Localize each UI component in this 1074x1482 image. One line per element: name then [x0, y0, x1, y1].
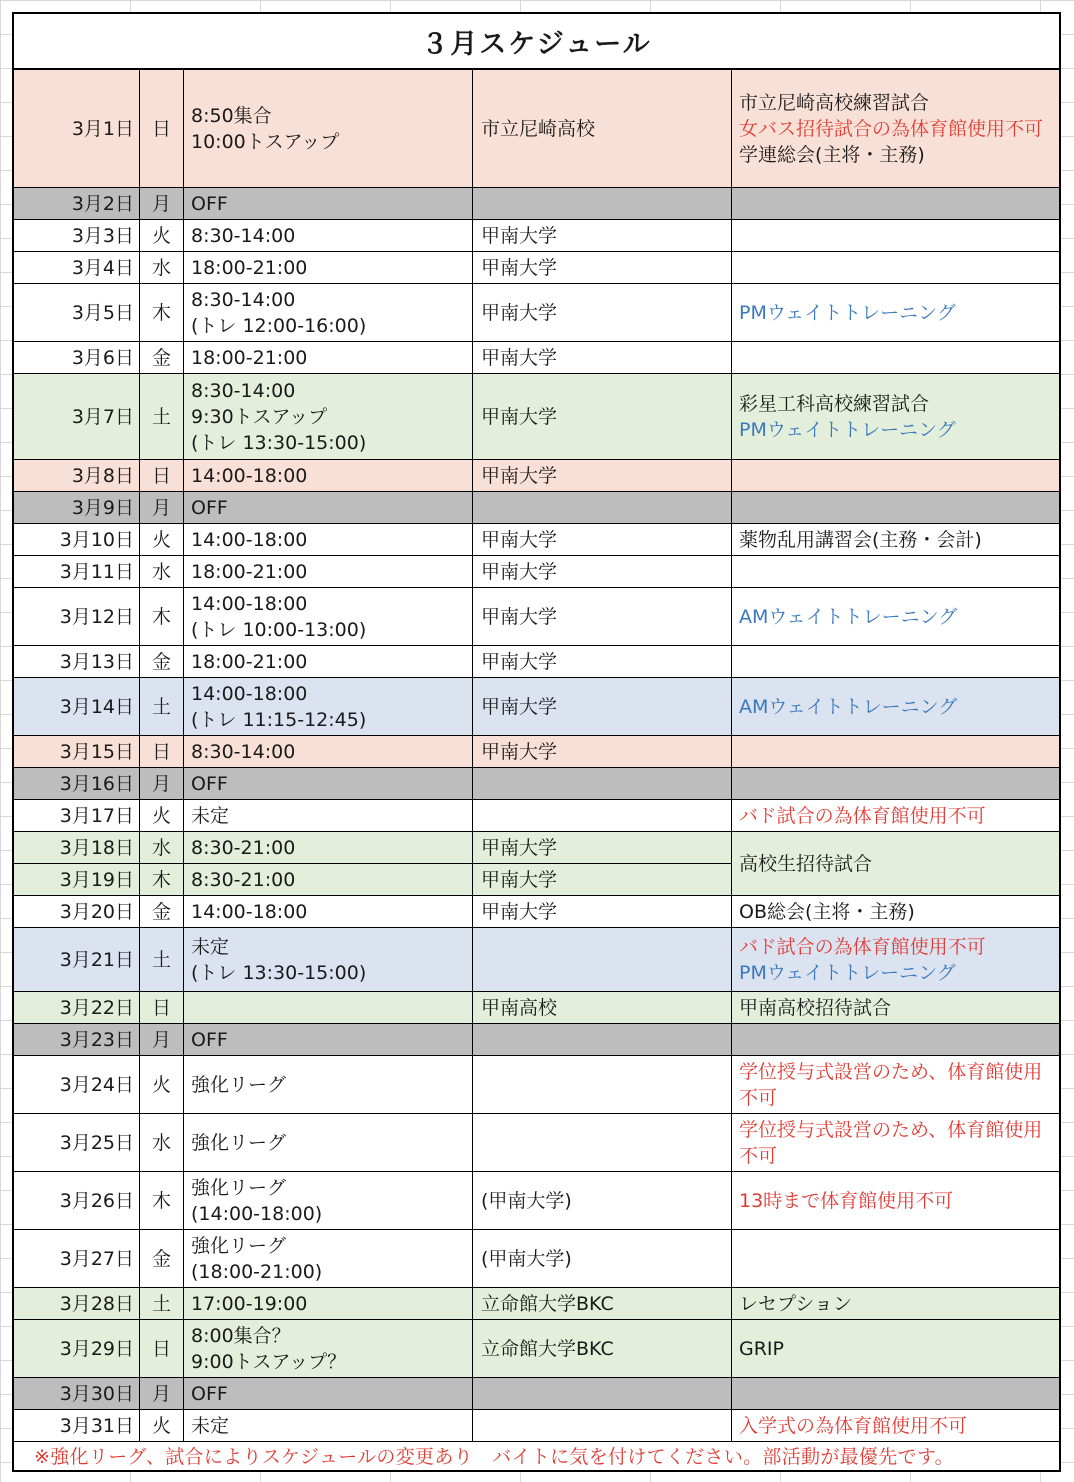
- time-cell: [184, 342, 473, 374]
- date-cell: 3月22日: [14, 992, 140, 1024]
- footer-note: ※強化リーグ、試合によりスケジュールの変更あり バイトに気を付けてください。部活動が最優先です。: [34, 1445, 954, 1468]
- time-line: 9:00トスアップ？: [191, 1350, 347, 1373]
- time-line: OFF: [191, 772, 228, 795]
- weekday-cell: 火: [140, 220, 184, 252]
- note-cell: [732, 374, 1059, 460]
- date-cell: 3月1日: [14, 70, 140, 188]
- time-line: 未定: [191, 1414, 230, 1437]
- time-line: OFF: [191, 1382, 228, 1405]
- place-cell: 甲南大学: [473, 646, 732, 678]
- note-line: 彩星工科高校練習試合: [739, 392, 930, 415]
- place-cell: 甲南大学: [473, 374, 732, 460]
- note-cell: [732, 70, 1059, 188]
- date-cell: 3月7日: [14, 374, 140, 460]
- place-cell: [473, 1410, 732, 1442]
- time-line: 8:50集合: [191, 104, 272, 127]
- time-line: 14:00-18:00: [191, 464, 308, 487]
- time-line: 14:00-18:00: [191, 900, 308, 923]
- weekday-cell: 月: [140, 492, 184, 524]
- date-cell: 3月11日: [14, 556, 140, 588]
- note-line: 高校生招待試合: [739, 852, 873, 875]
- weekday-cell: 月: [140, 1024, 184, 1056]
- note-cell: [732, 220, 1059, 252]
- note-line: 学位授与式設営のため、体育館使用不可: [739, 1060, 1043, 1109]
- note-cell: [732, 646, 1059, 678]
- note-cell: [732, 832, 1059, 896]
- schedule-row: [14, 646, 1059, 678]
- note-cell: [732, 342, 1059, 374]
- time-cell: [184, 768, 473, 800]
- note-cell: [732, 1056, 1059, 1114]
- place-cell: 甲南大学: [473, 220, 732, 252]
- weekday-cell: 火: [140, 1410, 184, 1442]
- time-line: (トレ 10:00-13:00): [191, 618, 367, 641]
- time-line: (18:00-21:00): [191, 1260, 323, 1283]
- weekday-cell: 水: [140, 556, 184, 588]
- time-line: OFF: [191, 1028, 228, 1051]
- place-cell: 甲南大学: [473, 252, 732, 284]
- weekday-cell: 金: [140, 646, 184, 678]
- time-line: 8:30-14:00: [191, 740, 296, 763]
- time-cell: [184, 1024, 473, 1056]
- time-line: OFF: [191, 496, 228, 519]
- schedule-row: [14, 492, 1059, 524]
- note-cell: [732, 1320, 1059, 1378]
- schedule-row: [14, 460, 1059, 492]
- schedule-row: [14, 588, 1059, 646]
- schedule-row: [14, 800, 1059, 832]
- note-line: バド試合の為体育館使用不可: [739, 804, 986, 827]
- schedule-row: [14, 252, 1059, 284]
- place-cell: 立命館大学BKC: [473, 1320, 732, 1378]
- time-cell: [184, 1320, 473, 1378]
- weekday-cell: 金: [140, 896, 184, 928]
- time-line: (トレ 13:30-15:00): [191, 431, 367, 454]
- place-cell: (甲南大学): [473, 1230, 732, 1288]
- note-line: AMウェイトトレーニング: [739, 695, 958, 718]
- note-line: バド試合の為体育館使用不可: [739, 935, 986, 958]
- place-cell: 甲南高校: [473, 992, 732, 1024]
- weekday-cell: 日: [140, 1320, 184, 1378]
- date-cell: 3月9日: [14, 492, 140, 524]
- time-line: 18:00-21:00: [191, 256, 308, 279]
- place-cell: 甲南大学: [473, 896, 732, 928]
- weekday-cell: 土: [140, 1288, 184, 1320]
- weekday-cell: 木: [140, 1172, 184, 1230]
- time-line: 未定: [191, 935, 230, 958]
- note-cell: [732, 1410, 1059, 1442]
- time-cell: [184, 492, 473, 524]
- note-cell: [732, 188, 1059, 220]
- time-line: 8:00集合？: [191, 1324, 291, 1347]
- place-cell: [473, 1114, 732, 1172]
- date-cell: 3月19日: [14, 864, 140, 896]
- time-cell: [184, 992, 473, 1024]
- schedule-row: [14, 556, 1059, 588]
- weekday-cell: 火: [140, 800, 184, 832]
- schedule-row: [14, 342, 1059, 374]
- place-cell: 甲南大学: [473, 284, 732, 342]
- date-cell: 3月16日: [14, 768, 140, 800]
- note-line: 入学式の為体育館使用不可: [739, 1414, 968, 1437]
- time-line: 強化リーグ: [191, 1234, 287, 1257]
- schedule-row: [14, 1230, 1059, 1288]
- date-cell: 3月20日: [14, 896, 140, 928]
- place-cell: [473, 1378, 732, 1410]
- place-cell: 甲南大学: [473, 678, 732, 736]
- place-cell: 甲南大学: [473, 832, 732, 864]
- time-line: 18:00-21:00: [191, 346, 308, 369]
- place-cell: 甲南大学: [473, 736, 732, 768]
- place-cell: 立命館大学BKC: [473, 1288, 732, 1320]
- schedule-row: [14, 832, 1059, 875]
- date-cell: 3月25日: [14, 1114, 140, 1172]
- date-cell: 3月18日: [14, 832, 140, 864]
- date-cell: 3月26日: [14, 1172, 140, 1230]
- place-cell: [473, 1024, 732, 1056]
- note-cell: [732, 1378, 1059, 1410]
- schedule-row: [14, 284, 1059, 342]
- schedule-row: [14, 896, 1059, 928]
- time-line: 14:00-18:00: [191, 528, 308, 551]
- place-cell: 市立尼崎高校: [473, 70, 732, 188]
- place-cell: 甲南大学: [473, 524, 732, 556]
- place-cell: [473, 800, 732, 832]
- time-cell: [184, 1114, 473, 1172]
- time-cell: [184, 220, 473, 252]
- schedule-row: [14, 374, 1059, 460]
- schedule-row: [14, 992, 1059, 1024]
- note-line: GRIP: [739, 1337, 784, 1360]
- weekday-cell: 日: [140, 992, 184, 1024]
- weekday-cell: 日: [140, 460, 184, 492]
- note-cell: [732, 678, 1059, 736]
- schedule-row: [14, 928, 1059, 992]
- schedule-row: [14, 1172, 1059, 1230]
- place-cell: [473, 188, 732, 220]
- weekday-cell: 火: [140, 524, 184, 556]
- weekday-cell: 火: [140, 1056, 184, 1114]
- note-line: 13時まで体育館使用不可: [739, 1189, 954, 1212]
- date-cell: 3月14日: [14, 678, 140, 736]
- date-cell: 3月31日: [14, 1410, 140, 1442]
- time-cell: [184, 832, 473, 864]
- time-cell: [184, 284, 473, 342]
- schedule-row: [14, 70, 1059, 188]
- note-cell: [732, 284, 1059, 342]
- note-line: PMウェイトトレーニング: [739, 301, 956, 324]
- time-cell: [184, 1288, 473, 1320]
- schedule-row: [14, 220, 1059, 252]
- note-line: 学位授与式設営のため、体育館使用不可: [739, 1118, 1043, 1167]
- time-line: 9:30トスアップ: [191, 405, 328, 428]
- place-cell: 甲南大学: [473, 460, 732, 492]
- time-cell: [184, 1410, 473, 1442]
- time-line: (トレ 13:30-15:00): [191, 961, 367, 984]
- schedule-row: [14, 1114, 1059, 1172]
- schedule-row: [14, 1410, 1059, 1442]
- date-cell: 3月24日: [14, 1056, 140, 1114]
- time-line: 14:00-18:00: [191, 682, 308, 705]
- time-cell: [184, 928, 473, 992]
- time-line: 18:00-21:00: [191, 650, 308, 673]
- time-cell: [184, 252, 473, 284]
- note-cell: [732, 252, 1059, 284]
- date-cell: 3月17日: [14, 800, 140, 832]
- time-line: 18:00-21:00: [191, 560, 308, 583]
- time-cell: [184, 588, 473, 646]
- time-cell: [184, 70, 473, 188]
- place-cell: 甲南大学: [473, 342, 732, 374]
- time-line: 8:30-14:00: [191, 288, 296, 311]
- time-line: OFF: [191, 192, 228, 215]
- schedule-row: [14, 1024, 1059, 1056]
- note-cell: [732, 588, 1059, 646]
- time-cell: [184, 678, 473, 736]
- time-line: 14:00-18:00: [191, 592, 308, 615]
- weekday-cell: 水: [140, 252, 184, 284]
- weekday-cell: 木: [140, 588, 184, 646]
- note-cell: [732, 736, 1059, 768]
- time-cell: [184, 556, 473, 588]
- time-line: (14:00-18:00): [191, 1202, 323, 1225]
- note-cell: [732, 1172, 1059, 1230]
- note-line: OB総会(主将・主務): [739, 900, 915, 923]
- weekday-cell: 月: [140, 188, 184, 220]
- time-line: 強化リーグ: [191, 1131, 287, 1154]
- note-line: レセプション: [739, 1292, 852, 1315]
- schedule-row: [14, 1378, 1059, 1410]
- weekday-cell: 日: [140, 736, 184, 768]
- note-cell: [732, 1024, 1059, 1056]
- date-cell: 3月10日: [14, 524, 140, 556]
- note-line: 甲南高校招待試合: [739, 996, 892, 1019]
- time-cell: [184, 1230, 473, 1288]
- note-cell: [732, 492, 1059, 524]
- date-cell: 3月4日: [14, 252, 140, 284]
- schedule-row: [14, 524, 1059, 556]
- weekday-cell: 土: [140, 928, 184, 992]
- note-cell: [732, 1114, 1059, 1172]
- time-line: 10:00トスアップ: [191, 130, 340, 153]
- place-cell: 甲南大学: [473, 864, 732, 896]
- time-cell: [184, 646, 473, 678]
- date-cell: 3月8日: [14, 460, 140, 492]
- place-cell: [473, 928, 732, 992]
- schedule-row: [14, 1056, 1059, 1114]
- place-cell: 甲南大学: [473, 588, 732, 646]
- weekday-cell: 金: [140, 342, 184, 374]
- date-cell: 3月29日: [14, 1320, 140, 1378]
- time-cell: [184, 1172, 473, 1230]
- time-line: 8:30-21:00: [191, 836, 296, 859]
- note-line: PMウェイトトレーニング: [739, 961, 956, 984]
- weekday-cell: 月: [140, 1378, 184, 1410]
- schedule-row: [14, 678, 1059, 736]
- schedule-row: [14, 768, 1059, 800]
- note-line: PMウェイトトレーニング: [739, 418, 956, 441]
- time-cell: [184, 800, 473, 832]
- note-line: 市立尼崎高校練習試合: [739, 91, 930, 114]
- time-cell: [184, 524, 473, 556]
- weekday-cell: 木: [140, 284, 184, 342]
- date-cell: 3月12日: [14, 588, 140, 646]
- weekday-cell: 月: [140, 768, 184, 800]
- date-cell: 3月28日: [14, 1288, 140, 1320]
- date-cell: 3月5日: [14, 284, 140, 342]
- time-cell: [184, 864, 473, 896]
- schedule-sheet: [12, 12, 1061, 1472]
- place-cell: [473, 768, 732, 800]
- place-cell: [473, 1056, 732, 1114]
- note-cell: [732, 556, 1059, 588]
- date-cell: 3月30日: [14, 1378, 140, 1410]
- note-cell: [732, 896, 1059, 928]
- time-cell: [184, 736, 473, 768]
- weekday-cell: 土: [140, 678, 184, 736]
- note-cell: [732, 1230, 1059, 1288]
- time-cell: [184, 1378, 473, 1410]
- time-line: (トレ 12:00-16:00): [191, 314, 367, 337]
- date-cell: 3月27日: [14, 1230, 140, 1288]
- weekday-cell: 日: [140, 70, 184, 188]
- schedule-title: ３月スケジュール: [14, 14, 1059, 70]
- date-cell: 3月23日: [14, 1024, 140, 1056]
- time-line: 強化リーグ: [191, 1176, 287, 1199]
- weekday-cell: 水: [140, 832, 184, 864]
- weekday-cell: 木: [140, 864, 184, 896]
- schedule-row: [14, 188, 1059, 220]
- time-cell: [184, 460, 473, 492]
- time-cell: [184, 896, 473, 928]
- note-cell: [732, 1288, 1059, 1320]
- schedule-row: [14, 1320, 1059, 1378]
- note-cell: [732, 928, 1059, 992]
- place-cell: [473, 492, 732, 524]
- date-cell: 3月13日: [14, 646, 140, 678]
- weekday-cell: 土: [140, 374, 184, 460]
- date-cell: 3月6日: [14, 342, 140, 374]
- date-cell: 3月3日: [14, 220, 140, 252]
- time-cell: [184, 1056, 473, 1114]
- date-cell: 3月21日: [14, 928, 140, 992]
- schedule-row: [14, 1288, 1059, 1320]
- time-cell: [184, 374, 473, 460]
- weekday-cell: 金: [140, 1230, 184, 1288]
- note-cell: [732, 460, 1059, 492]
- time-line: 8:30-14:00: [191, 224, 296, 247]
- note-cell: [732, 992, 1059, 1024]
- time-line: 強化リーグ: [191, 1073, 287, 1096]
- time-line: 未定: [191, 804, 230, 827]
- time-cell: [184, 188, 473, 220]
- schedule-row: [14, 736, 1059, 768]
- place-cell: (甲南大学): [473, 1172, 732, 1230]
- note-line: 薬物乱用講習会(主務・会計): [739, 528, 982, 551]
- note-cell: [732, 800, 1059, 832]
- date-cell: 3月2日: [14, 188, 140, 220]
- weekday-cell: 水: [140, 1114, 184, 1172]
- note-cell: [732, 768, 1059, 800]
- time-line: (トレ 11:15-12:45): [191, 708, 367, 731]
- time-line: 17:00-19:00: [191, 1292, 308, 1315]
- note-cell: [732, 524, 1059, 556]
- note-line: AMウェイトトレーニング: [739, 605, 958, 628]
- time-line: 8:30-14:00: [191, 379, 296, 402]
- place-cell: 甲南大学: [473, 556, 732, 588]
- date-cell: 3月15日: [14, 736, 140, 768]
- time-line: 8:30-21:00: [191, 868, 296, 891]
- note-line: 学連総会(主将・主務): [739, 143, 925, 166]
- note-line: 女バス招待試合の為体育館使用不可: [739, 117, 1044, 140]
